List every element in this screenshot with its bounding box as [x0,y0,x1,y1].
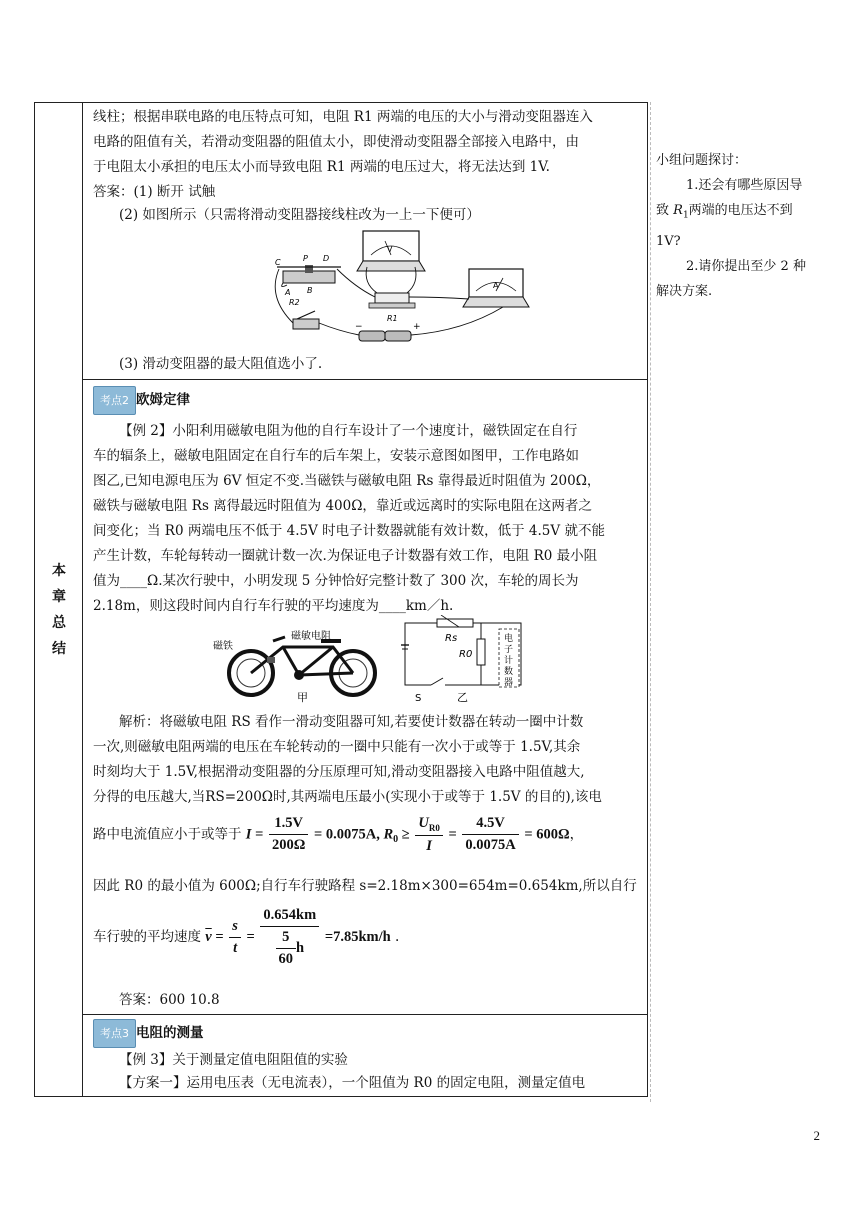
f2-fraction [415,815,442,855]
label-char: 本 [52,563,66,579]
f3-v: $\overline{v}$ [205,929,212,945]
f3-inner-den: 60 [278,951,294,967]
f2-ge: ≥ [398,826,414,843]
f2-r: R [383,826,394,843]
formula-speed [93,907,399,968]
circuit-diagram-2 [401,615,541,705]
f1-den: 200Ω [271,837,306,854]
s2-sol4: 分得的电压越大,当RS=200Ω时,其两端电压最小(实现小于或等于 1.5V 的目的),该电 [93,789,602,805]
s2-heading: 欧姆定律 [136,392,190,408]
label-b: B [307,286,313,295]
s2-sol1: 解析：将磁敏电阻 RS 看作一滑动变阻器可知,若要使计数器在转动一圈中计数 [119,714,584,730]
counter-char: 电 [504,634,514,644]
f2-result: = 600Ω [520,826,570,843]
chapter-summary-label [49,558,69,662]
f3-inner-fraction [276,929,297,968]
s3-p2: 【方案一】运用电压表（无电流表），一个阻值为 R0 的固定电阻，测量定值电 [119,1075,586,1091]
label-p: P [303,254,308,263]
s1-line1: 线柱；根据串联电路的电压特点可知，电阻 R1 两端的电压的大小与滑动变阻器连入 [93,109,593,125]
circuit-diagram-1 [263,227,533,351]
s2-sol6: 因此 R0 的最小值为 600Ω;自行车行驶路程 s=2.18m×300=654m=0.654km,所以自行 [93,878,637,894]
counter-char: 计 [504,656,514,666]
side-line3 [656,198,826,229]
section-divider [83,379,647,380]
f2-eq: = [444,826,461,843]
s2-p5: 间变化；当 R0 两端电压不低于 4.5V 时电子计数器就能有效计数，低于 4.5V 就不能 [93,523,605,539]
f2-u: U [418,815,429,831]
magnet-marker [267,657,275,663]
s3-p1: 【例 3】关于测量定值电阻阻值的实验 [119,1052,348,1068]
label-char: 结 [52,641,66,657]
s2-p2: 车的辐条上，磁敏电阻固定在自行车的后车架上，安装示意图如图甲，工作电路如 [93,448,579,464]
f3-inner-num: 5 [276,929,297,949]
f2-den2: 0.0075A [465,837,516,854]
counter-char: 器 [504,678,514,688]
f3-result: =7.85km/h [321,929,391,945]
side-line3d: 两端的电压达不到 [688,203,793,218]
side-line1: 小组问题探讨： [656,153,748,168]
f3-fraction [229,918,241,957]
label-c: C [275,258,281,267]
counter-char: 数 [504,667,514,677]
s2-p4: 磁铁与磁敏电阻 Rs 离得最远时阻值为 400Ω，靠近或远离时的实际电阻在这两者之 [93,498,592,514]
ammeter-label: A [493,281,499,290]
s1-answer3: (3) 滑动变阻器的最大阻值选小了. [119,356,323,372]
s2-answer: 答案：600 10.8 [119,992,220,1008]
counter-char: 子 [504,645,514,655]
f2-sub: 0 [393,834,399,846]
side-line3a: 致 [656,203,674,218]
s2-p6: 产生计数，车轮每转动一圈就计数一次.为保证电子计数器有效工作，电阻 R0 最小阻 [93,548,598,564]
f3-den-unit: h [296,939,305,956]
r0-resistor [477,639,485,665]
s-label: S [415,693,422,704]
voltmeter-label: V [387,245,393,254]
page-number: 2 [813,1128,820,1143]
content-column [83,103,647,1096]
side-line2: 1.还会有哪些原因导 [686,178,803,193]
s1-answer1: 答案：(1) 断开 试触 [93,184,216,200]
discussion-notes [656,148,826,304]
f3-den2 [260,927,319,968]
f3-eq: = [211,929,228,945]
f2-num [415,815,442,836]
s2-sol3: 时刻均大于 1.5V,根据滑动变阻器的分压原理可知,滑动变阻器接入电路中阻值越大, [93,764,585,780]
s2-heading-row [93,386,643,415]
formula2-prefix: 车行驶的平均速度 [93,929,206,945]
rs-label: Rs [445,633,458,644]
s2-p8: 2.18m，则这段时间内自行车行驶的平均速度为____km／h. [93,598,454,614]
f3-num2: 0.654km [260,907,319,927]
f3-eq2: = [242,929,259,945]
section-divider [83,1014,647,1015]
s3-heading: 电阻的测量 [136,1025,204,1041]
battery-2 [385,331,411,341]
label-char: 总 [52,615,66,631]
side-line3c: 1 [682,210,689,221]
side-column-divider [650,102,651,1102]
fig-yi-label: 乙 [457,691,468,704]
f3-num: s [229,918,241,938]
label-a: A [285,288,291,297]
side-line3b: R [673,203,683,218]
f2-num2: 4.5V [462,815,518,835]
formula1-prefix: 路中电流值应小于或等于 [93,826,246,843]
sensor-label: 磁敏电阻 [291,631,331,642]
f2-den: I [426,837,432,854]
bicycle-figure [213,623,393,703]
side-line4: 1V? [656,233,681,249]
formula-current [93,815,583,855]
s2-p3: 图乙,已知电源电压为 6V 恒定不变.当磁铁与磁敏电阻 Rs 靠得最近时阻值为 200Ω， [93,473,601,489]
f3-tail: . [390,929,400,945]
f1-result: = 0.0075A, [310,826,384,843]
s2-p1: 【例 2】小阳利用磁敏电阻为他的自行车设计了一个速度计，磁铁固定在自行 [119,423,578,439]
battery-minus: − [355,322,363,332]
s2-sol2: 一次,则磁敏电阻两端的电压在车轮转动的一圈中只能有一次小于或等于 1.5V,其余 [93,739,581,755]
s1-line3: 于电阻太小承担的电压太小而导致电阻 R1 两端的电压过大，将无法达到 1V. [93,159,550,175]
r0-label: R0 [459,649,473,660]
f1-fraction [269,815,308,854]
r1-label: R1 [387,314,398,323]
summary-table [34,102,648,1097]
label-r2: R2 [289,298,300,307]
label-d: D [323,254,330,263]
f1-eq: = [251,826,267,843]
battery-1 [359,331,385,341]
fig-jia-label: 甲 [297,691,308,703]
s2-p7: 值为____Ω.某次行驶中，小明发现 5 分钟恰好完整计数了 300 次，车轮的周长为 [93,573,579,589]
f2-u-sub: R0 [428,822,440,833]
kaodian2-tag: 考点2 [93,386,136,415]
s1-answer2: (2) 如图所示（只需将滑动变阻器接线柱改为一上一下便可） [119,207,480,223]
side-line6: 解决方案. [656,283,713,299]
f2-fraction2 [462,815,518,854]
label-char: 章 [52,589,66,605]
s3-heading-row [93,1019,643,1048]
switch [293,319,319,329]
battery-plus: + [413,322,421,332]
f1-i: I [245,826,252,843]
magnet-label: 磁铁 [213,641,233,652]
f2-tail: ， [569,826,584,843]
rs-resistor [437,619,473,627]
resistor-r1 [375,293,409,303]
f1-num: 1.5V [269,815,308,835]
f3-fraction2 [260,907,319,968]
s1-line2: 电路的阻值有关，若滑动变阻器的阻值太小，即使滑动变阻器全部接入电路中，由 [93,134,579,150]
chapter-label-column [35,103,83,1096]
kaodian3-tag: 考点3 [93,1019,136,1048]
f3-den: t [233,940,238,956]
side-line5: 2.请你提出至少 2 种 [686,258,806,274]
